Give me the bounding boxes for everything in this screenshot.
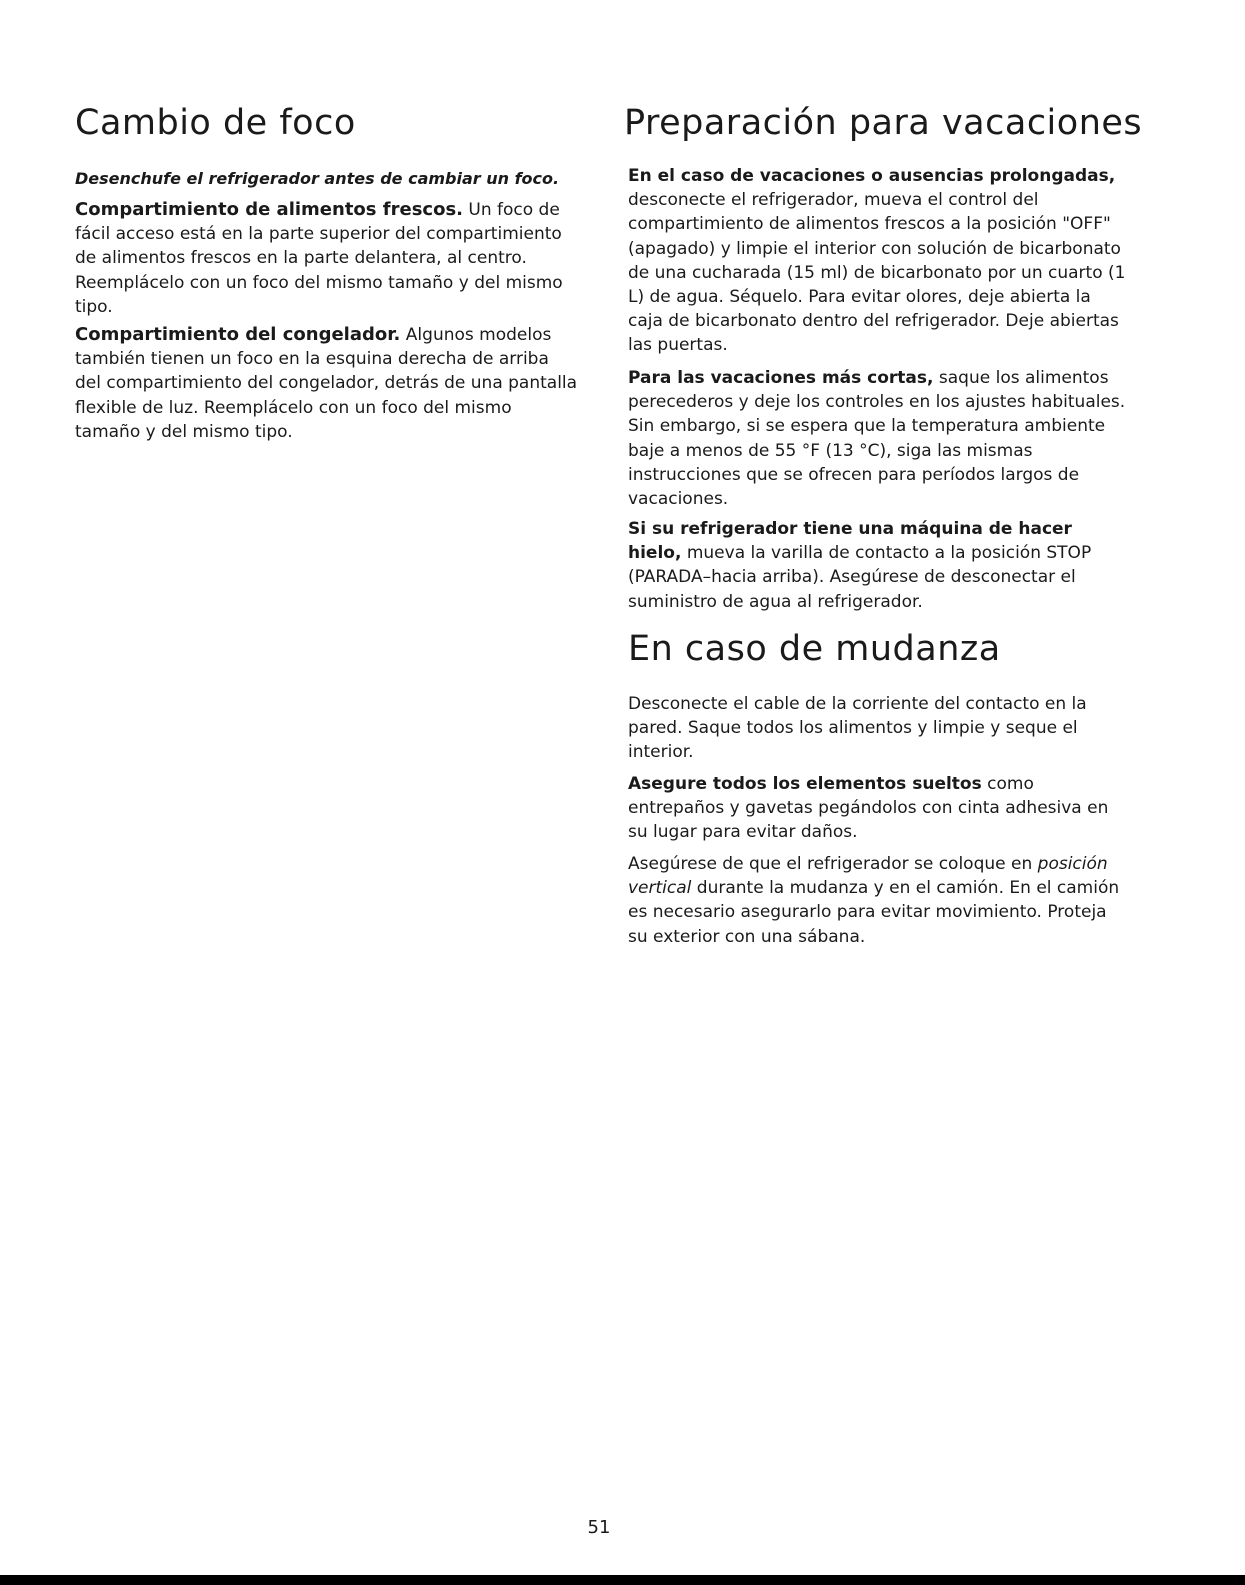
paragraph-lead: Si su refrigerador tiene una máquina de hacer hielo, [628,519,1072,564]
paragraph-emphasis: posición vertical [628,854,1108,899]
paragraph-long-vacation [628,164,1128,358]
paragraph-text: Asegúrese de que el refrigerador se coloque en [628,854,1038,874]
paragraph-fresh-food-compartment [75,198,580,319]
paragraph-lead: Compartimiento del congelador. [75,324,401,345]
paragraph-text: como entrepaños y gavetas pegándolos con cinta adhesiva en su lugar para evitar daños. [628,774,1109,843]
section-title-vacation: Preparación para vacaciones [624,103,1143,143]
page-number: 51 [587,1517,611,1538]
paragraph-text: Algunos modelos también tienen un foco en la esquina derecha de arriba del compartimiento del congelador, detrás de una pantalla flexible de luz. Reemplácelo con un foco del mismo tamaño y del mismo tipo. [75,325,578,442]
bottom-border [0,1575,1245,1585]
paragraph-moving-intro: Desconecte el cable de la corriente del contacto en la pared. Saque todos los alimentos y limpie y seque el interior. [628,694,1087,763]
paragraph-text: mueva la varilla de contacto a la posición STOP (PARADA–hacia arriba). Asegúrese de desconectar el suministro de agua al refrigerador. [628,543,1092,612]
paragraph-lead: Para las vacaciones más cortas, [628,368,934,388]
section-title-moving: En caso de mudanza [628,629,1001,669]
paragraph-lead: Asegure todos los elementos sueltos [628,774,982,794]
paragraph-ice-maker [628,517,1128,614]
paragraph-lead: En el caso de vacaciones o ausencias prolongadas, [628,166,1116,186]
paragraph-short-vacation [628,366,1128,511]
paragraph-lead: Compartimiento de alimentos frescos. [75,199,463,220]
paragraph-text: saque los alimentos perecederos y deje los controles en los ajustes habituales. Sin embargo, si se espera que la temperatura ambiente baje a menos de 55 °F (13 °C), siga las mismas instrucciones que se ofrecen para períodos largos de vacaciones. [628,368,1126,510]
paragraph-text: Un foco de fácil acceso está en la parte superior del compartimiento de alimentos frescos en la parte delantera, al centro. Reemplácelo con un foco del mismo tamaño y del mismo tipo. [75,200,563,317]
section-title-bulb-replacement: Cambio de foco [75,103,356,143]
paragraph-secure-items [628,772,1128,845]
paragraph-text: durante la mudanza y en el camión. En el camión es necesario asegurarlo para evitar movimiento. Proteja su exterior con una sábana. [628,878,1120,947]
paragraph-upright-position [628,852,1128,949]
paragraph-freezer-compartment [75,323,580,444]
unplug-warning: Desenchufe el refrigerador antes de cambiar un foco. [75,169,560,188]
paragraph-text: desconecte el refrigerador, mueva el control del compartimiento de alimentos frescos a la posición "OFF" (apagado) y limpie el interior con solución de bicarbonato de una cucharada (15 ml) de bicarbonato por un cuarto (1 L) de agua. Séquelo. Para evitar olores, deje abierta la caja de bicarbonato dentro del refrigerador. Deje abiertas las puertas. [628,190,1126,356]
